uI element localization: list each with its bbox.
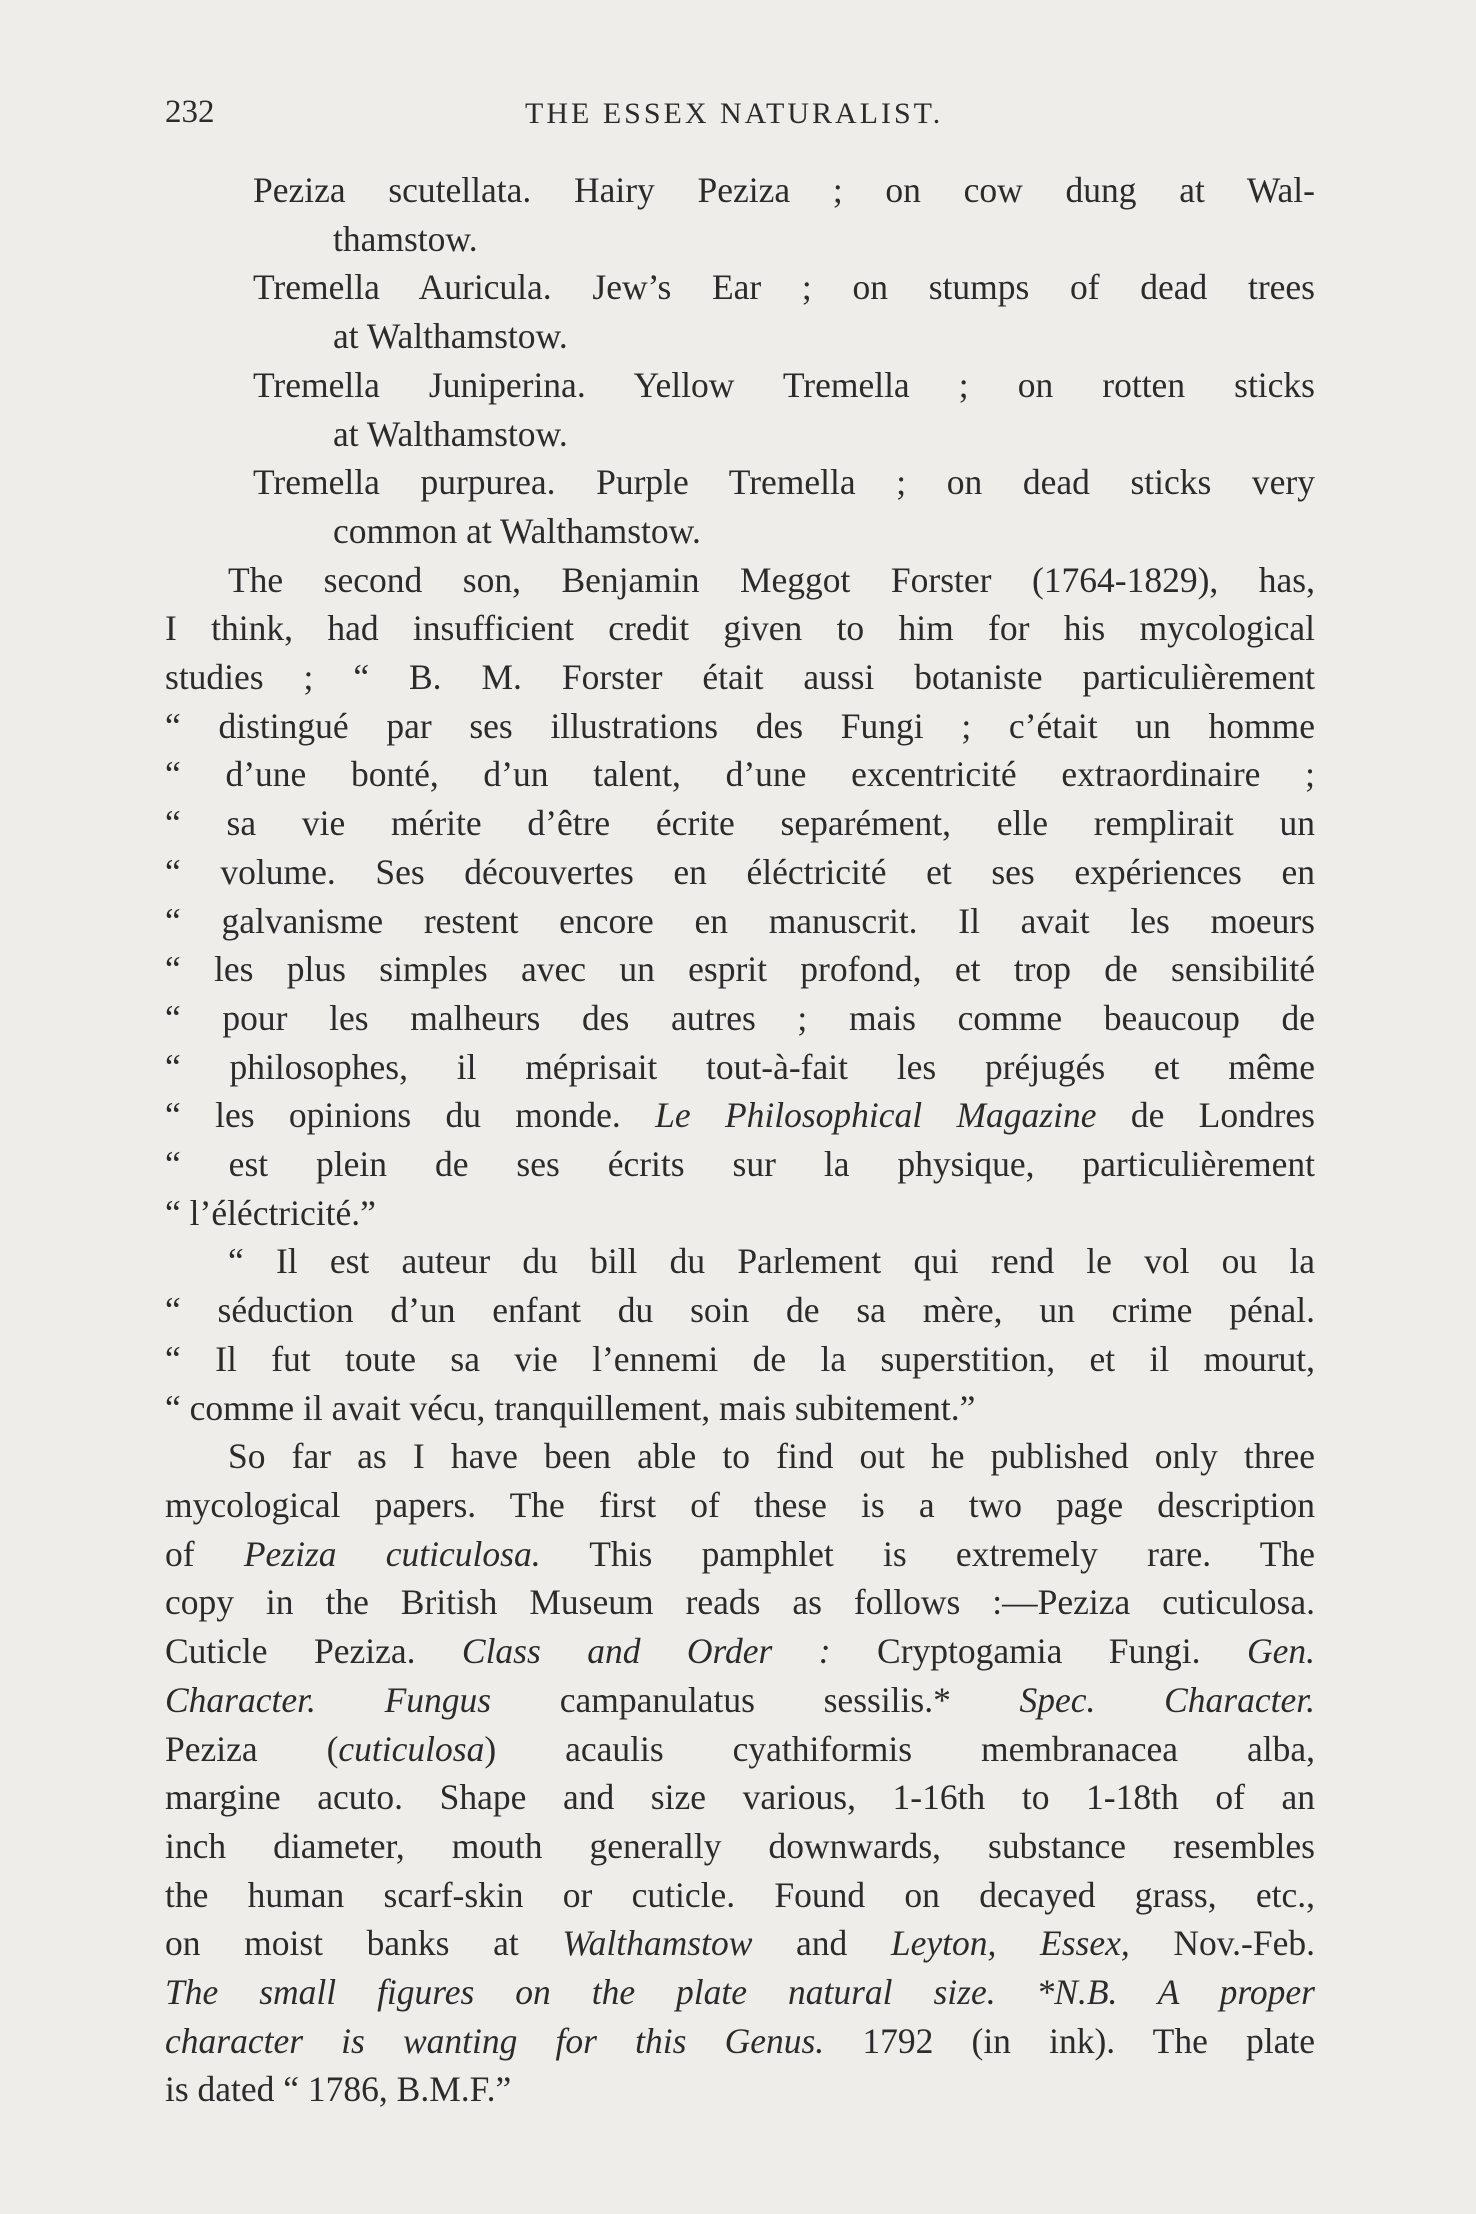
text-line: [165, 215, 1315, 264]
text-segment: the human scarf-skin or cuticle. Found on decayed grass, etc.,: [165, 1874, 1315, 1915]
page-header: [165, 94, 1315, 134]
text-line: [165, 312, 1315, 361]
text-line: [165, 1189, 1315, 1238]
text-segment: “ comme il avait vécu, tranquillement, mais subitement.”: [165, 1387, 976, 1428]
text-segment: This pamphlet is extremely rare. The: [540, 1533, 1315, 1574]
text-segment: Peziza (: [165, 1728, 339, 1769]
text-segment: is dated “ 1786, B.M.F.”: [165, 2069, 512, 2110]
italic-text: cuticulosa: [338, 1728, 485, 1769]
text-segment: copy in the British Museum reads as follows :—Peziza cuticulosa.: [165, 1582, 1315, 1623]
text-segment: de Londres: [1096, 1095, 1315, 1136]
text-line: [165, 1140, 1315, 1189]
text-line: [165, 458, 1315, 507]
text-line: [165, 604, 1315, 653]
italic-text: Peziza cuticulosa.: [243, 1533, 541, 1574]
text-segment: “ l’éléctricité.”: [165, 1192, 376, 1233]
text-line: [165, 1481, 1315, 1530]
text-line: [165, 1773, 1315, 1822]
text-line: [165, 166, 1315, 215]
text-segment: “ est plein de ses écrits sur la physique, particulièrement: [165, 1144, 1315, 1185]
text-line: [165, 702, 1315, 751]
text-line: [165, 1091, 1315, 1140]
text-line: [165, 410, 1315, 459]
text-line: [165, 1968, 1315, 2017]
text-segment: “ les opinions du monde.: [165, 1095, 656, 1136]
text-segment: So far as I have been able to find out he published only three: [228, 1436, 1315, 1477]
text-line: [165, 1432, 1315, 1481]
text-line: [165, 848, 1315, 897]
text-segment: studies ; “ B. M. Forster était aussi botaniste particulièrement: [165, 657, 1315, 698]
text-segment: “ galvanisme restent encore en manuscrit. Il avait les moeurs: [165, 900, 1315, 941]
text-segment: at Walthamstow.: [333, 316, 568, 357]
text-segment: “ les plus simples avec un esprit profond, et trop de sensibilité: [165, 949, 1315, 990]
text-line: [165, 1286, 1315, 1335]
text-segment: “ d’une bonté, d’un talent, d’une excentricité extraordinaire ;: [165, 754, 1315, 795]
italic-text: character is wanting for this Genus.: [165, 2020, 825, 2061]
text-segment: Cryptogamia Fungi.: [830, 1631, 1247, 1672]
text-line: [165, 507, 1315, 556]
text-line: [165, 1871, 1315, 1920]
text-segment: “ pour les malheurs des autres ; mais comme beaucoup de: [165, 997, 1315, 1038]
text-segment: of: [165, 1533, 244, 1574]
text-line: [165, 1725, 1315, 1774]
text-line: [165, 1237, 1315, 1286]
text-segment: at Walthamstow.: [333, 413, 568, 454]
text-segment: “ Il est auteur du bill du Parlement qui rend le vol ou la: [228, 1241, 1315, 1282]
text-segment: on moist banks at: [165, 1923, 563, 1964]
text-segment: “ philosophes, il méprisait tout-à-fait les préjugés et même: [165, 1046, 1315, 1087]
text-line: [165, 750, 1315, 799]
text-line: [165, 1627, 1315, 1676]
text-segment: Tremella purpurea. Purple Tremella ; on dead sticks very: [253, 462, 1315, 503]
text-segment: 1792 (in ink). The plate: [824, 2020, 1315, 2061]
text-segment: “ Il fut toute sa vie l’ennemi de la superstition, et il mourut,: [165, 1338, 1315, 1379]
running-title: THE ESSEX NATURALIST.: [525, 97, 944, 130]
text-line: [165, 653, 1315, 702]
body-text: [165, 166, 1315, 2114]
text-segment: campanulatus sessilis.*: [491, 1679, 1020, 1720]
text-line: [165, 263, 1315, 312]
text-line: [165, 799, 1315, 848]
text-segment: Tremella Juniperina. Yellow Tremella ; on rotten sticks: [253, 364, 1315, 405]
text-line: [165, 945, 1315, 994]
text-line: [165, 1919, 1315, 1968]
text-line: [165, 1335, 1315, 1384]
text-segment: margine acuto. Shape and size various, 1-16th to 1-18th of an: [165, 1777, 1315, 1818]
text-line: [165, 1384, 1315, 1433]
text-segment: inch diameter, mouth generally downwards, substance resembles: [165, 1825, 1315, 1866]
text-line: [165, 361, 1315, 410]
text-segment: The second son, Benjamin Meggot Forster (1764-1829), has,: [228, 559, 1315, 600]
text-segment: mycological papers. The first of these is a two page description: [165, 1484, 1315, 1525]
text-line: [165, 1578, 1315, 1627]
italic-text: Le Philosophical Magazine: [655, 1095, 1097, 1136]
text-segment: and: [752, 1923, 891, 1964]
text-line: [165, 994, 1315, 1043]
text-segment: common at Walthamstow.: [333, 510, 701, 551]
text-segment: Tremella Auricula. Jew’s Ear ; on stumps of dead trees: [253, 267, 1315, 308]
text-line: [165, 1530, 1315, 1579]
italic-text: Class and Order :: [461, 1631, 831, 1672]
text-line: [165, 2017, 1315, 2066]
text-segment: I think, had insufficient credit given to him for his mycological: [165, 608, 1315, 649]
text-segment: ) acaulis cyathiformis membranacea alba,: [484, 1728, 1315, 1769]
text-line: [165, 1676, 1315, 1725]
text-segment: Peziza scutellata. Hairy Peziza ; on cow dung at Wal-: [253, 170, 1315, 210]
text-line: [165, 897, 1315, 946]
text-segment: “ sa vie mérite d’être écrite separément, elle remplirait un: [165, 803, 1315, 844]
italic-text: Leyton, Essex,: [890, 1923, 1130, 1964]
italic-text: Character. Fungus: [165, 1679, 492, 1720]
italic-text: Spec. Character.: [1019, 1679, 1315, 1720]
page-number: 232: [165, 94, 215, 130]
text-line: [165, 556, 1315, 605]
italic-text: The small figures on the plate natural size. *N.B. A proper: [165, 1972, 1315, 2013]
italic-text: Gen.: [1246, 1631, 1315, 1672]
italic-text: Walthamstow: [562, 1923, 753, 1964]
text-segment: “ distingué par ses illustrations des Fungi ; c’était un homme: [165, 705, 1315, 746]
text-segment: Cuticle Peziza.: [165, 1631, 462, 1672]
text-line: [165, 1822, 1315, 1871]
text-line: [165, 1043, 1315, 1092]
text-segment: Nov.-Feb.: [1129, 1923, 1315, 1964]
text-segment: “ séduction d’un enfant du soin de sa mère, un crime pénal.: [165, 1290, 1315, 1331]
text-segment: “ volume. Ses découvertes en éléctricité et ses expériences en: [165, 851, 1315, 892]
text-line: [165, 2065, 1315, 2114]
text-segment: thamstow.: [333, 218, 478, 259]
